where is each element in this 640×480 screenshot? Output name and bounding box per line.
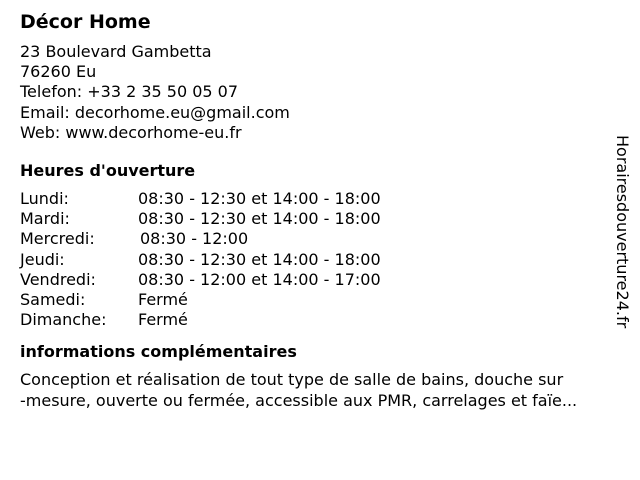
address-street: 23 Boulevard Gambetta <box>20 42 212 61</box>
address-city: 76260 Eu <box>20 62 97 82</box>
hours-time: 08:30 - 12:30 et 14:00 - 18:00 <box>138 209 381 229</box>
hours-day: Mercredi: <box>20 229 95 249</box>
site-watermark: Horairesdouverture24.fr <box>613 135 632 329</box>
hours-row-monday <box>20 189 610 209</box>
hours-time: 08:30 - 12:30 et 14:00 - 18:00 <box>138 189 381 209</box>
hours-time: 08:30 - 12:00 et 14:00 - 17:00 <box>138 269 381 289</box>
web-line: Web: www.decorhome-eu.fr <box>20 122 242 142</box>
hours-day: Vendredi: <box>20 269 96 289</box>
hours-row-tuesday <box>20 209 610 229</box>
business-card <box>20 10 610 411</box>
hours-day: Samedi: <box>20 289 86 309</box>
phone-line: Telefon: +33 2 35 50 05 07 <box>20 82 239 102</box>
hours-row-wednesday <box>20 229 610 249</box>
hours-time: Fermé <box>138 289 188 309</box>
business-name: Décor Home <box>20 11 151 33</box>
hours-row-friday <box>20 270 610 290</box>
hours-time: 08:30 - 12:30 et 14:00 - 18:00 <box>138 249 381 269</box>
hours-table <box>20 189 610 330</box>
hours-row-sunday <box>20 310 610 330</box>
hours-time: 08:30 - 12:00 <box>140 229 249 249</box>
info-description-line-1: Conception et réalisation de tout type de salle de bains, douche sur <box>20 370 564 390</box>
hours-time: Fermé <box>138 310 188 330</box>
hours-day: Mardi: <box>20 209 70 229</box>
hours-day: Lundi: <box>20 189 69 209</box>
hours-title: Heures d'ouverture <box>20 161 196 181</box>
hours-day: Jeudi: <box>20 249 65 269</box>
info-description-line-2: -mesure, ouverte ou fermée, accessible aux PMR, carrelages et faïe... <box>20 390 578 410</box>
hours-day: Dimanche: <box>20 310 107 330</box>
hours-row-thursday <box>20 250 610 270</box>
info-title: informations complémentaires <box>20 342 297 362</box>
hours-row-saturday <box>20 290 610 310</box>
email-line: Email: decorhome.eu@gmail.com <box>20 102 290 122</box>
